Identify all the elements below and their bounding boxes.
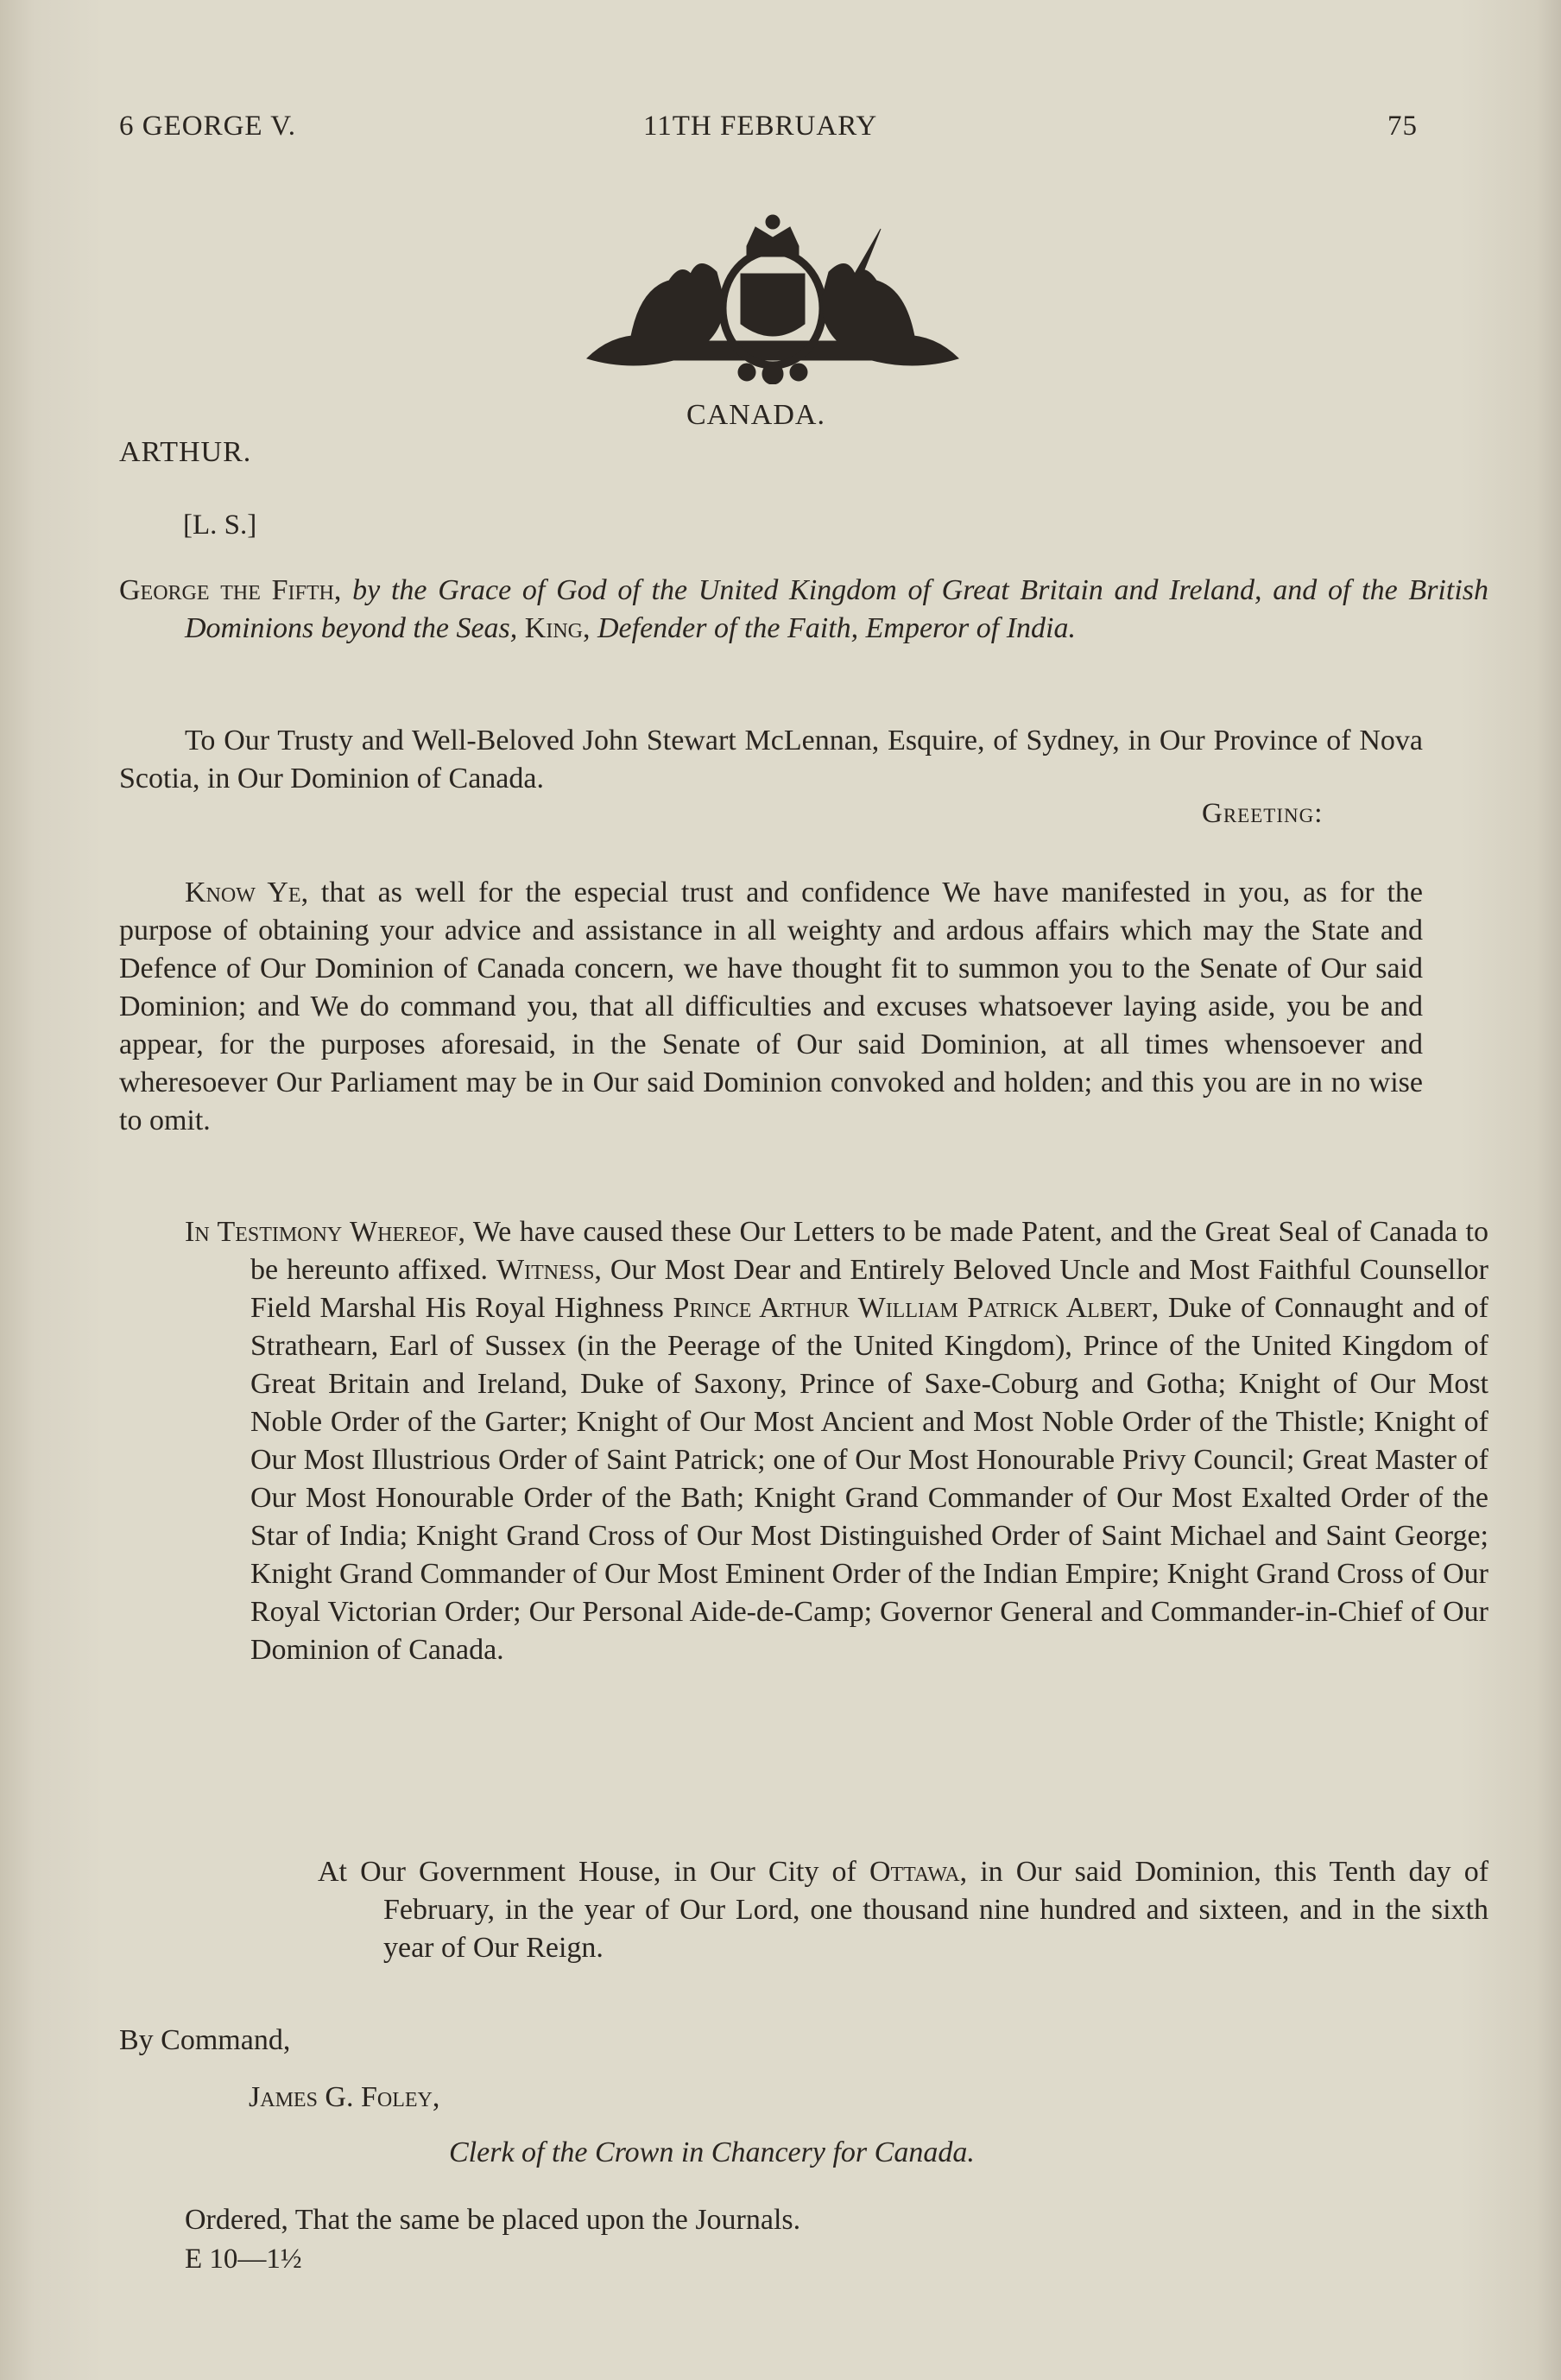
dated-text-2: in Our said Dominion, this Tenth day of February, in the year of Our Lord, one thousand nine hundred and sixteen, and in the sixth year of Our Reign. xyxy=(383,1856,1489,1964)
summons-text: that as well for the especial trust and confidence We have manifested in you, as for the purpose of obtaining your advice and assistance in all weighty and ardous affairs which may the State and Defence of Our Dominion of Canada concern, we have thought fit to summon you to the Senate of Our said Dominion; and We do command you, that all difficulties and excuses whatsoever laying aside, you be and appear, for the purposes aforesaid, in the Senate of Our said Dominion, at all times whensoever and wheresoever Our Parliament may be in Our said Dominion convoked and holden; and this you are in no wise to omit. xyxy=(119,877,1424,1136)
prince-name: Prince Arthur William Patrick Albert, xyxy=(673,1292,1160,1324)
city-name: Ottawa, xyxy=(869,1856,968,1888)
by-command: By Command, xyxy=(119,2024,291,2056)
signer-name: ARTHUR. xyxy=(119,436,252,468)
royal-style-text: by the Grace of God of the United Kingdom of Great Britain and Ireland, and of the British Dominions beyond the Seas, xyxy=(185,574,1489,644)
ordered-note: Ordered, That the same be placed upon the Journals. xyxy=(185,2204,801,2236)
witness-label: Witness, xyxy=(496,1254,602,1286)
testimony-text-2: Our Most Dear and Entirely Beloved Uncle and Most Faithful Counsellor Field Marshal His Royal Highness xyxy=(250,1254,1489,1324)
royal-coat-of-arms-image xyxy=(570,212,976,384)
summons-paragraph xyxy=(119,874,1423,1140)
page-number: 75 xyxy=(1387,111,1418,142)
running-head-regnal-year: 6 GEORGE V. xyxy=(119,111,297,142)
address-paragraph: To Our Trusty and Well-Beloved John Stewart McLennan, Esquire, of Sydney, in Our Province of Nova Scotia, in Our Dominion of Canada. xyxy=(119,725,1423,794)
royal-style-paragraph xyxy=(119,572,1488,648)
dated-text-1: At Our Government House, in Our City of xyxy=(318,1856,856,1888)
country-heading: CANADA. xyxy=(686,399,825,431)
summons-lead: Know Ye, xyxy=(185,877,309,908)
seal-mark: [L. S.] xyxy=(183,510,257,541)
testimony-text-3: Duke of Connaught and of Strathearn, Earl of Sussex (in the Peerage of the United Kingdom), Prince of the United Kingdom of Great Britain and Ireland, Duke of Saxony, Prince of Saxe-Coburg and Gotha; Knight of Our Most Noble Order of the Garter; Knight of Our Most Ancient and Most Noble Order of the Thistle; Knight of Our Most Illustrious Order of Saint Patrick; one of Our Most Honourable Privy Council; Great Master of Our Most Honourable Order of the Bath; Knight Grand Commander of Our Most Exalted Order of the Star of India; Knight Grand Cross of Our Most Distinguished Order of Saint Michael and Saint George; Knight Grand Commander of Our Most Eminent Order of the Indian Empire; Knight Grand Cross of Our Royal Victorian Order; Our Personal Aide-de-Camp; Governor General and Commander-in-Chief of Our Dominion of Canada. xyxy=(250,1292,1489,1666)
greeting: Greeting: xyxy=(1202,798,1324,829)
footer-reference: E 10—1½ xyxy=(185,2244,302,2275)
dated-paragraph xyxy=(318,1853,1488,1967)
running-head-date: 11TH FEBRUARY xyxy=(643,111,878,142)
testimony-text-1: We have caused these Our Letters to be made Patent, and the Great Seal of Canada to be hereunto affixed. xyxy=(250,1216,1489,1286)
testimony-paragraph xyxy=(185,1213,1488,1669)
testimony-lead: In Testimony Whereof, xyxy=(185,1216,465,1248)
royal-style-text-2: Defender of the Faith, Emperor of India. xyxy=(597,612,1076,644)
signatory-title: Clerk of the Crown in Chancery for Canada. xyxy=(449,2136,975,2168)
royal-name: George the Fifth, xyxy=(119,574,342,606)
signatory-name: James G. Foley, xyxy=(249,2081,440,2113)
royal-title-king: King, xyxy=(524,612,591,644)
